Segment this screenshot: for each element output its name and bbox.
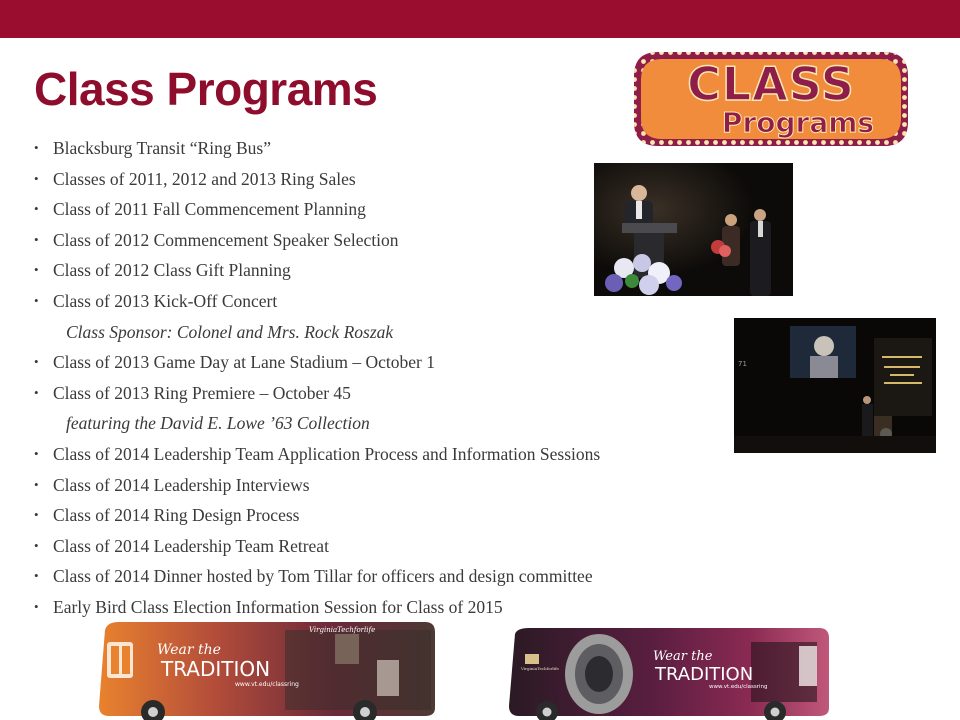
list-item: • Class of 2012 Commencement Speaker Selection [34,225,734,256]
list-item: • Classes of 2011, 2012 and 2013 Ring Sales [34,164,734,195]
slide-title: Class Programs [34,63,378,115]
top-accent-bar [0,0,960,38]
list-item: • Class of 2014 Leadership Team Application Process and Information Sessions [34,439,734,470]
list-item: • Class of 2014 Dinner hosted by Tom Tillar for officers and design committee [34,561,734,592]
list-item: • Class of 2014 Leadership Team Retreat [34,531,734,562]
list-subitem: featuring the David E. Lowe ’63 Collection [66,413,370,434]
list-subitem: Class Sponsor: Colonel and Mrs. Rock Roszak [66,321,394,342]
svg-text:www.vt.edu/classring: www.vt.edu/classring [709,684,768,690]
list-item: • Class of 2012 Class Gift Planning [34,255,734,286]
ring-bus-side-1 [95,620,439,720]
list-item: • Class of 2013 Game Day at Lane Stadium – October 1 [34,347,734,378]
list-item: • Blacksburg Transit “Ring Bus” [34,133,734,164]
svg-text:VirginiaTechforlife: VirginiaTechforlife [309,626,376,634]
svg-text:www.vt.edu/classring: www.vt.edu/classring [235,681,299,688]
list-item: • Class of 2014 Ring Design Process [34,500,734,531]
list-item: • Class of 2013 Kick-Off Concert [34,286,734,317]
ring-bus-side-2 [503,624,833,720]
stage-presentation-photo [734,318,936,453]
speaker-at-podium-photo [594,163,793,296]
svg-text:Wear the: Wear the [157,642,221,658]
svg-text:TRADITION: TRADITION [161,657,271,681]
list-item: • Class of 2011 Fall Commencement Planning [34,194,734,225]
logo-line2: Programs [721,106,875,139]
svg-text:VirginiaTechforlife: VirginiaTechforlife [521,666,559,671]
list-item: • Class of 2013 Ring Premiere – October 45 [34,378,734,409]
list-item: • Class of 2014 Leadership Interviews [34,470,734,501]
svg-text:TRADITION: TRADITION [655,664,754,685]
svg-text:Wear the: Wear the [653,649,713,664]
list-item: • Early Bird Class Election Information Session for Class of 2015 [34,592,734,623]
logo-line1: CLASS [687,57,855,111]
class-programs-logo [630,48,912,150]
svg-text:71: 71 [738,360,747,368]
